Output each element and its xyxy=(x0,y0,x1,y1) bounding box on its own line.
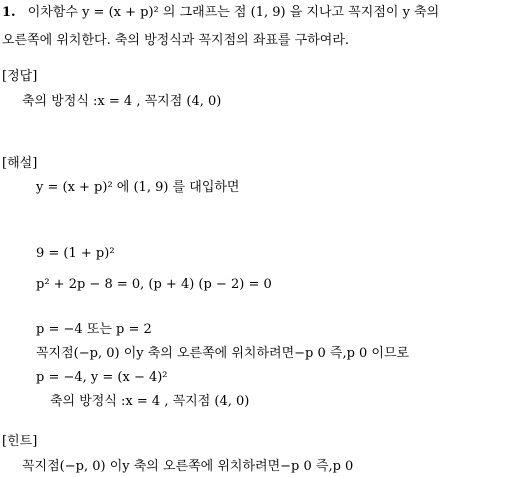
answer-text: 축의 방정식 :x = 4 , 꼭지점 (4, 0) xyxy=(22,94,222,109)
explanation-line: p = −4 또는 p = 2 xyxy=(36,322,152,337)
answer-header: [정답] xyxy=(2,69,38,84)
problem-number: 1. xyxy=(2,5,16,20)
problem-text-1: 이차함수 y = (x + p)² 의 그래프는 점 (1, 9) 을 지나고 꼭지점이 y 축의 xyxy=(27,5,440,20)
problem-line-2: 오른쪽에 위치한다. 축의 방정식과 꼭지점의 좌표를 구하여라. xyxy=(2,33,350,48)
explanation-line: 꼭지점(−p, 0) 이y 축의 오른쪽에 위치하려면−p 0 즉,p 0 이므로 xyxy=(36,346,410,361)
equation-line: p² + 2p − 8 = 0, (p + 4) (p − 2) = 0 xyxy=(36,277,272,292)
hint-header: [힌트] xyxy=(2,434,38,449)
problem-line-1 xyxy=(2,5,439,21)
hint-text: 꼭지점(−p, 0) 이y 축의 오른쪽에 위치하려면−p 0 즉,p 0 xyxy=(22,459,354,474)
explanation-line: y = (x + p)² 에 (1, 9) 를 대입하면 xyxy=(36,180,240,195)
explanation-header: [해설] xyxy=(2,156,38,171)
explanation-conclusion: 축의 방정식 :x = 4 , 꼭지점 (4, 0) xyxy=(50,394,250,409)
equation-line: 9 = (1 + p)² xyxy=(36,246,115,261)
explanation-line: p = −4, y = (x − 4)² xyxy=(36,370,168,385)
